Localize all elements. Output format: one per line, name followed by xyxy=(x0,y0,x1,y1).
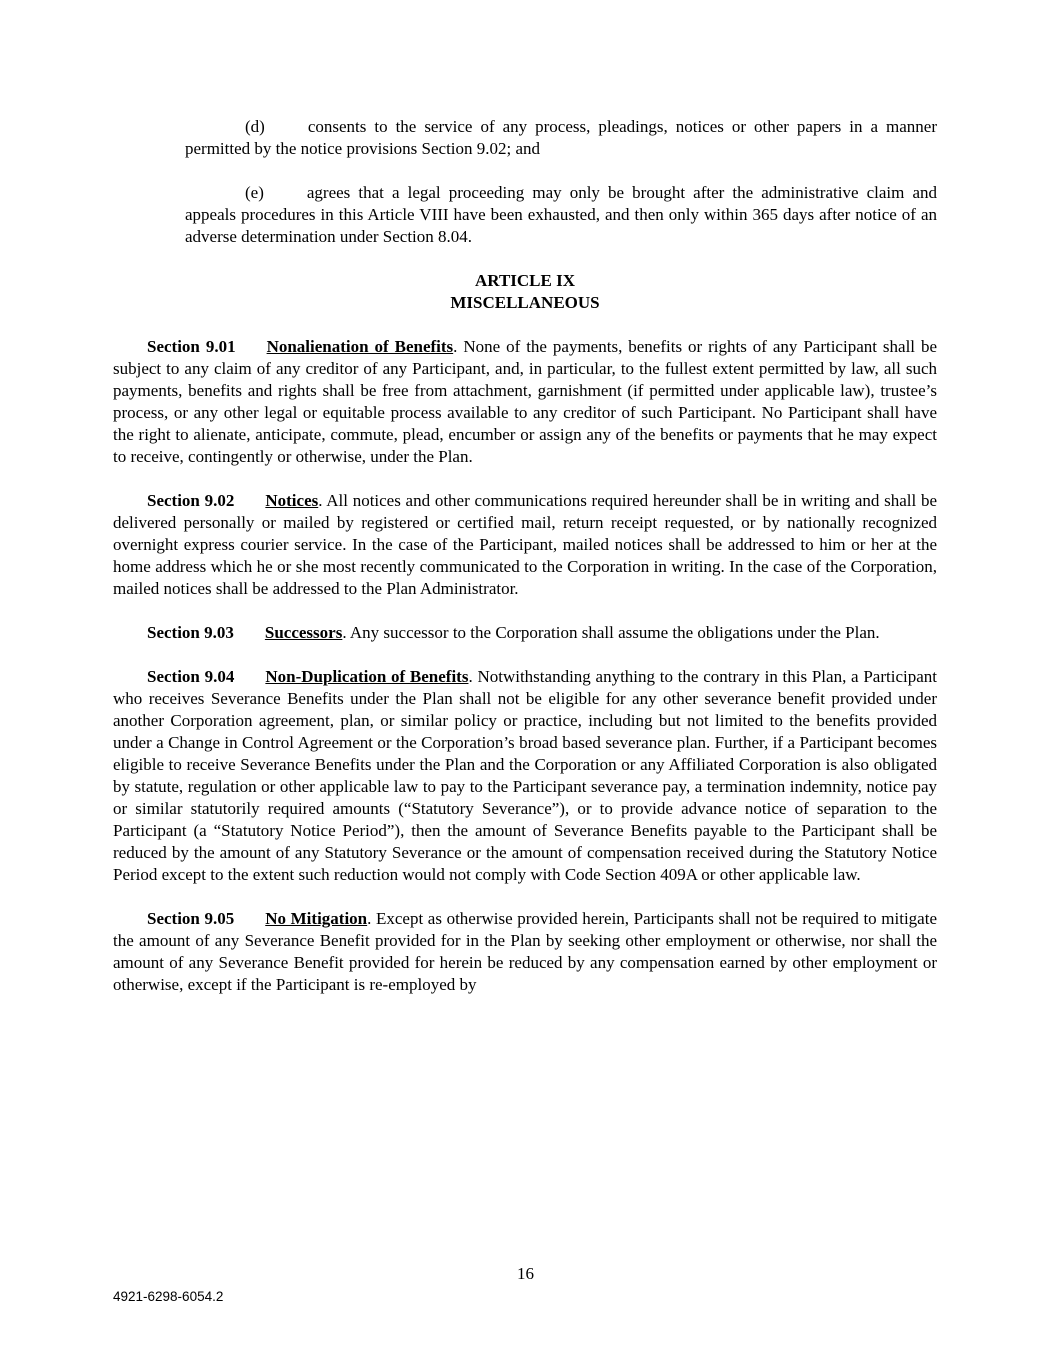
section-body: . Except as otherwise provided herein, Participants shall not be required to mitigate the amount of any Severance Benefit provided for in the Plan by seeking other employment or otherwise, nor shall the amount of any Severance Benefit provided for herein be reduced by any compensation earned by other employment or otherwise, except if the Participant is re-employed by xyxy=(113,909,937,994)
clause-d-label: (d) xyxy=(245,117,265,136)
section-9-04-paragraph xyxy=(113,666,937,886)
section-9-03-paragraph xyxy=(113,622,937,644)
section-number: Section 9.03 xyxy=(147,623,234,642)
article-heading xyxy=(113,270,937,314)
section-body: . None of the payments, benefits or rights of any Participant shall be subject to any claim of any creditor of any Participant, and, in particular, to the fullest extent permitted by law, all such payments, benefits and rights shall be free from attachment, garnishment (if permitted under applicable law), trustee’s process, or any other legal or equitable process available to any creditor of such Participant. No Participant shall have the right to alienate, anticipate, commute, plead, encumber or assign any of the benefits or payments that he may expect to receive, contingently or otherwise, under the Plan. xyxy=(113,337,937,466)
section-title: Successors xyxy=(264,623,343,642)
clause-e-label: (e) xyxy=(245,183,264,202)
section-number: Section 9.02 xyxy=(147,491,235,510)
document-body xyxy=(113,116,937,1018)
clause-d-text: consents to the service of any process, pleadings, notices or other papers in a manner permitted by the notice provisions Section 9.02; and xyxy=(185,117,937,158)
section-body: . Any successor to the Corporation shall assume the obligations under the Plan. xyxy=(342,623,880,642)
page-number: 16 xyxy=(517,1264,534,1283)
section-number: Section 9.04 xyxy=(147,667,235,686)
clause-e-text: agrees that a legal proceeding may only be brought after the administrative claim and appeals procedures in this Article VIII have been exhausted, and then only within 365 days after notice of an adverse determination under Section 8.04. xyxy=(185,183,937,246)
clause-d-paragraph xyxy=(185,116,937,160)
section-title: No Mitigation xyxy=(265,909,368,928)
section-9-05-paragraph xyxy=(113,908,937,996)
section-9-01-paragraph xyxy=(113,336,937,468)
article-title: MISCELLANEOUS xyxy=(450,293,600,312)
section-body: . All notices and other communications required hereunder shall be in writing and shall be delivered personally or mailed by registered or certified mail, return receipt requested, or by nationally recognized overnight express courier service. In the case of the Participant, mailed notices shall be addressed to him or her at the home address which he or she most recently communicated to the Corporation in writing. In the case of the Corporation, mailed notices shall be addressed to the Plan Administrator. xyxy=(113,491,938,598)
section-title: Notices xyxy=(265,491,319,510)
section-title: Nonalienation of Benefits xyxy=(266,337,454,356)
document-control-number: 4921-6298-6054.2 xyxy=(113,1289,224,1304)
section-number: Section 9.01 xyxy=(147,337,236,356)
section-9-02-paragraph xyxy=(113,490,937,600)
clause-e-paragraph xyxy=(185,182,937,248)
article-number: ARTICLE IX xyxy=(474,271,575,290)
section-number: Section 9.05 xyxy=(147,909,235,928)
section-body: . Notwithstanding anything to the contrary in this Plan, a Participant who receives Severance Benefits under the Plan shall not be eligible for any other severance benefit provided under another Corporation agreement, plan, or similar policy or practice, including but not limited to the benefits provided under a Change in Control Agreement or the Corporation’s broad based severance plan. Further, if a Participant becomes eligible to receive Severance Benefits under the Plan and the Corporation or any Affiliated Corporation is also obligated by statute, regulation or other applicable law to pay to the Participant severance pay, a termination indemnity, notice pay or similar statutorily required amounts (“Statutory Severance”), or to provide advance notice of separation to the Participant (a “Statutory Notice Period”), then the amount of Severance Benefits payable to the Participant shall be reduced by the amount of any Statutory Severance or the amount of compensation received during the Statutory Notice Period except to the extent such reduction would not comply with Code Section 409A or other applicable law. xyxy=(113,667,937,884)
section-title: Non-Duplication of Benefits xyxy=(265,667,469,686)
